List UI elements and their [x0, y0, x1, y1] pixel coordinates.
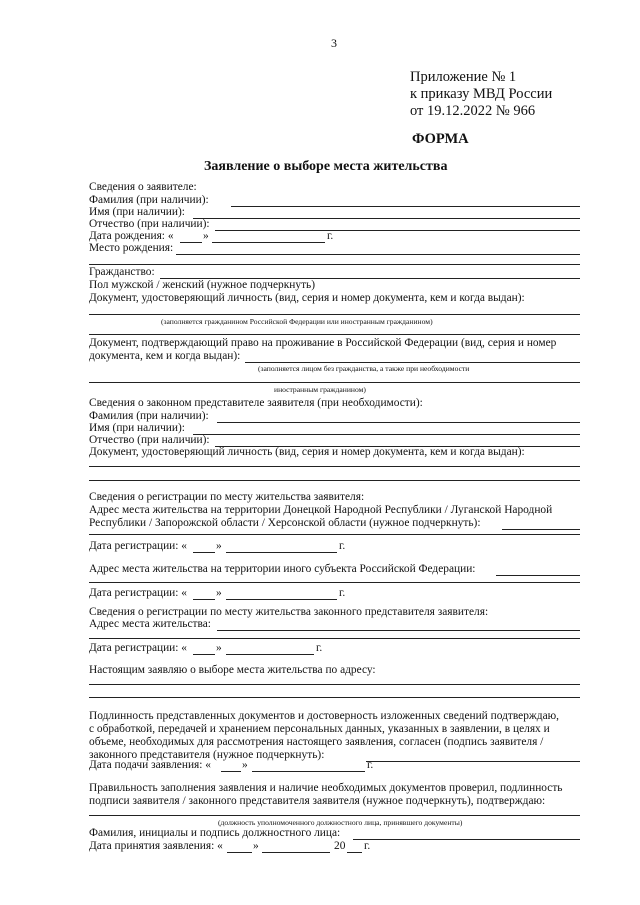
accept-date-prefix: Дата принятия заявления: « — [89, 840, 223, 852]
other-subject-field[interactable] — [496, 575, 580, 576]
applicant-surname-label: Фамилия (при наличии): — [89, 194, 209, 206]
official-position-field[interactable] — [89, 815, 580, 816]
accept-date-mid: » — [253, 840, 259, 852]
rep-patronymic-label: Отчество (при наличии): — [89, 434, 210, 446]
consent-line-4: законного представителя (нужное подчеркнуть): — [89, 749, 325, 761]
applicant-signature-field[interactable] — [366, 761, 580, 762]
order-label: к приказу МВД России — [410, 86, 553, 102]
verification-line-1: Правильность заполнения заявления и наличие необходимых документов проверил, подлинность — [89, 782, 563, 794]
accept-day-field[interactable] — [227, 852, 252, 853]
residence-note-2: иностранным гражданином) — [274, 385, 366, 394]
submit-date-prefix: Дата подачи заявления: « — [89, 759, 211, 771]
applicant-name-label: Имя (при наличии): — [89, 206, 185, 218]
birth-date-mid: » — [203, 230, 209, 242]
registration-address-field-2[interactable] — [89, 534, 580, 535]
reg-date3-mid: » — [216, 642, 222, 654]
rep-id-document-field-2[interactable] — [89, 480, 580, 481]
declaration-address-field[interactable] — [89, 684, 580, 685]
applicant-surname-field[interactable] — [231, 206, 580, 207]
applicant-name-field[interactable] — [193, 218, 580, 219]
declaration-address-field-2[interactable] — [89, 697, 580, 698]
registration-address-label-1: Адрес места жительства на территории Донецкой Народной Республики / Луганской Народной — [89, 504, 553, 516]
reg-date2-suffix: г. — [339, 587, 346, 599]
birth-place-label: Место рождения: — [89, 242, 174, 254]
citizenship-label: Гражданство: — [89, 266, 155, 278]
rep-id-document-field[interactable] — [89, 466, 580, 467]
rep-surname-label: Фамилия (при наличии): — [89, 410, 209, 422]
residence-doc-label-1: Документ, подтверждающий право на проживание в Российской Федерации (вид, серия и номер — [89, 337, 557, 349]
reg-date2-mid: » — [216, 587, 222, 599]
page-title: Заявление о выборе места жительства — [204, 159, 448, 174]
accept-date-year: 20 — [334, 840, 346, 852]
reg-date1-suffix: г. — [339, 540, 346, 552]
rep-address-label: Адрес места жительства: — [89, 618, 211, 630]
appendix-label: Приложение № 1 — [410, 69, 517, 85]
submit-date-mid: » — [242, 759, 248, 771]
birth-day-field[interactable] — [180, 242, 202, 243]
residence-doc-label-2: документа, кем и когда выдан): — [89, 350, 241, 362]
other-subject-label: Адрес места жительства на территории иного субъекта Российской Федерации: — [89, 563, 476, 575]
applicant-patronymic-label: Отчество (при наличии): — [89, 218, 210, 230]
birth-place-field[interactable] — [176, 254, 580, 255]
birth-month-year-field[interactable] — [212, 242, 325, 243]
official-note: (должность уполномоченного должностного лица, принявшего документы) — [218, 818, 463, 827]
reg-date1-day-field[interactable] — [193, 552, 215, 553]
rep-registration-heading: Сведения о регистрации по месту жительства законного представителя заявителя: — [89, 606, 489, 618]
birth-place-field-2[interactable] — [89, 264, 580, 265]
page-number: 3 — [331, 36, 337, 50]
residence-note-1: (заполняется лицом без гражданства, а также при необходимости — [258, 364, 470, 373]
form-label: ФОРМА — [412, 131, 469, 147]
registration-address-field[interactable] — [502, 529, 580, 530]
reg-date1-prefix: Дата регистрации: « — [89, 540, 187, 552]
residence-doc-field-2[interactable] — [89, 382, 580, 383]
official-name-label: Фамилия, инициалы и подпись должностного лица: — [89, 827, 341, 839]
reg-date2-day-field[interactable] — [193, 599, 215, 600]
registration-address-label-2: Республики / Запорожской области / Херсонской области (нужное подчеркнуть): — [89, 517, 481, 529]
other-subject-field-2[interactable] — [89, 582, 580, 583]
rep-name-label: Имя (при наличии): — [89, 422, 185, 434]
accept-date-suffix: г. — [364, 840, 371, 852]
applicant-patronymic-field[interactable] — [215, 230, 580, 231]
rep-address-field[interactable] — [217, 630, 580, 631]
consent-line-2: с обработкой, передачей и хранением персональных данных, указанных в заявлении, в целях и — [89, 723, 550, 735]
rep-surname-field[interactable] — [217, 422, 580, 423]
official-name-field[interactable] — [353, 839, 580, 840]
reg-date1-month-field[interactable] — [226, 552, 337, 553]
reg-date3-day-field[interactable] — [193, 654, 215, 655]
rep-id-document-label: Документ, удостоверяющий личность (вид, серия и номер документа, кем и когда выдан): — [89, 446, 525, 458]
submit-month-field[interactable] — [252, 771, 365, 772]
accept-month-field[interactable] — [262, 852, 330, 853]
reg-date1-mid: » — [216, 540, 222, 552]
applicant-heading: Сведения о заявителе: — [89, 181, 197, 193]
representative-heading: Сведения о законном представителе заявителя (при необходимости): — [89, 397, 423, 409]
reg-date2-month-field[interactable] — [226, 599, 337, 600]
sex-label: Пол мужской / женский (нужное подчеркнуть) — [89, 279, 316, 291]
submit-day-field[interactable] — [221, 771, 241, 772]
declaration-label: Настоящим заявляю о выборе места жительства по адресу: — [89, 664, 376, 676]
id-document-note: (заполняется гражданином Российской Федерации или иностранным гражданином) — [161, 317, 433, 326]
reg-date3-month-field[interactable] — [226, 654, 314, 655]
reg-date3-prefix: Дата регистрации: « — [89, 642, 187, 654]
birth-date-suffix: г. — [327, 230, 334, 242]
residence-doc-field[interactable] — [245, 362, 580, 363]
reg-date3-suffix: г. — [316, 642, 323, 654]
id-document-field[interactable] — [89, 314, 580, 315]
order-date: от 19.12.2022 № 966 — [410, 103, 536, 119]
registration-heading: Сведения о регистрации по месту жительства заявителя: — [89, 491, 365, 503]
id-document-label: Документ, удостоверяющий личность (вид, серия и номер документа, кем и когда выдан): — [89, 292, 525, 304]
consent-line-3: объеме, необходимых для рассмотрения настоящего заявления, согласен (подпись заявителя / — [89, 736, 544, 748]
id-document-field-2[interactable] — [89, 334, 580, 335]
reg-date2-prefix: Дата регистрации: « — [89, 587, 187, 599]
submit-date-suffix: г. — [367, 759, 374, 771]
rep-address-field-2[interactable] — [89, 638, 580, 639]
verification-line-2: подписи заявителя / законного представителя заявителя (нужное подчеркнуть), подтверждаю: — [89, 795, 546, 807]
consent-line-1: Подлинность представленных документов и достоверность изложенных сведений подтверждаю, — [89, 710, 560, 722]
birth-date-prefix: Дата рождения: « — [89, 230, 174, 242]
rep-name-field[interactable] — [193, 434, 580, 435]
accept-year-field[interactable] — [347, 852, 362, 853]
